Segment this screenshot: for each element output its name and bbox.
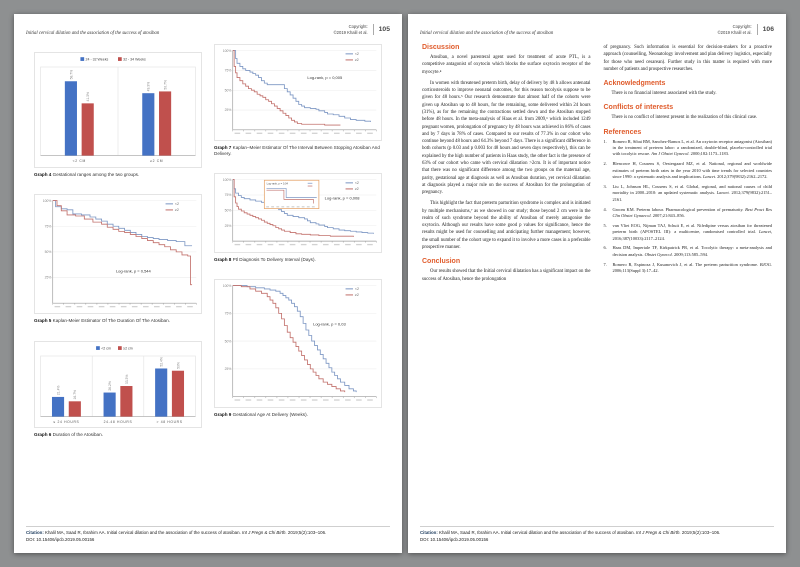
graph7-block (214, 44, 382, 167)
citation-footer (420, 526, 774, 544)
page-106 (408, 14, 786, 553)
running-title: Initial cervical dilation and the association of the success of atosiban (26, 31, 160, 36)
svg-text:32 - 34 Weeks: 32 - 34 Weeks (123, 57, 146, 62)
svg-text:≥2 CM: ≥2 CM (150, 159, 164, 164)
copyright-block (718, 24, 752, 35)
svg-text:≥2: ≥2 (174, 208, 179, 213)
page-number: 105 (378, 26, 390, 34)
svg-text:<2: <2 (354, 52, 359, 57)
paragraph: Atosiban, a novel parenteral agent used for treatment of acute PTL, is a competitive antagonist of oxytocin which blocks the surface oxytocin receptor of the myocyte.⁴ (422, 55, 591, 75)
paragraph: In women with threatened preterm birth, delay of delivery by 48 h allows antenatal corticosteroids to improve neonatal outcomes, for this reason tocolysis suppose to be given for 48 hours.⁵ Our research demonstrate that almost half of the cohorts were given up Atosiban up to 48 hours, for the remaining, some delivered within 24 hours (31%), as for the remaining the contractions settled down and the Atosiban stopped before 48 hours. In the meta-analysis of Haas et al. from 2009,⁶ which included 1249 pregnant women, prolongation of pregnancy by 48 hours was achieved in 86% of cases and by 7 days in 78% of cases. Compared to our results of 77.3% in our cohort who continue beyond 48 hours and 64.3% beyond 7 days. There is a significant difference in both cohorts (p 0.03 and p 0.003 for 48 hours and seven days respectively), this can be explained by the high number of patients in Haas study, the other fact is the presence of 63% of our cohort who came with cervical dilatation >2cm. It is of important notice that there was no significant difference among the two groups on the maternal age, parity, gestational age at diagnosis as well as Atosiban duration, yet cervical dilatation at diagnosis played a major rule on the success of Atosiban for the prolongation of pregnancy. (422, 80, 591, 196)
svg-text:26.2%: 26.2% (108, 380, 113, 391)
svg-text:<2 CM: <2 CM (72, 159, 86, 164)
reference-item (604, 262, 773, 275)
citation-text: Khalil MA, Saad R, Ibrahim AA. Initial cervical dilation and the association of the success of atosiban. (45, 530, 241, 536)
svg-text:50%: 50% (224, 339, 232, 344)
svg-text:50%: 50% (176, 361, 181, 369)
reference-text: Groom KM. Preterm labour. Pharmacological prevention of prematurity. Best Pract Res Clin Obstet Gynaecol. 2007;21:843–856. (612, 206, 772, 218)
svg-text:≥2 cm: ≥2 cm (123, 346, 133, 351)
svg-text:100%: 100% (222, 178, 232, 183)
citation-journal: Int J Pregn & Chi Birth. (636, 530, 681, 536)
svg-text:33.3%: 33.3% (124, 374, 129, 384)
svg-text:50%: 50% (44, 250, 52, 255)
svg-text:24 - 32 Weeks: 24 - 32 Weeks (85, 57, 109, 62)
header-divider (757, 24, 758, 35)
caption-graph5: Graph 5 Kaplan-Meier Estimator Of The Duration Of The Atosiban. (34, 318, 170, 324)
svg-text:Log-rank, p = 0,544: Log-rank, p = 0,544 (115, 268, 151, 274)
copyright-holder: ©2019 Khalil et al. (333, 29, 368, 35)
svg-text:Log-rank, p = 0,03: Log-rank, p = 0,03 (313, 321, 346, 327)
svg-text:41.3%: 41.3% (86, 92, 91, 102)
svg-text:≥2: ≥2 (354, 58, 359, 63)
caption-graph9: Graph 9 Gestational Age At Delivery (Weeks). (214, 411, 308, 417)
reference-item (604, 223, 773, 242)
graph8-block (214, 173, 382, 273)
svg-text:75%: 75% (224, 68, 232, 73)
citation-pages: 2019;5(2):103–106. (287, 530, 327, 536)
copyright-label: Copyright: (348, 24, 368, 29)
reference-text: Liu L, Johnson HL, Cousens S, et al. Global, regional, and national causes of child mortality in 2000–2010: an updated systematic analysis. Lancet. 2012;379(9832):2151–2161. (612, 183, 772, 202)
chart-graph6-duration-bars (34, 341, 202, 429)
text-column-left (422, 44, 591, 287)
chart-graph4-gestational-ranges (34, 52, 202, 168)
svg-text:≤ 24 HOURS: ≤ 24 HOURS (53, 419, 80, 424)
citation-text: Khalil MA, Saad R, Ibrahim AA. Initial cervical dilation and the association of the success of atosiban. (439, 530, 635, 536)
paragraph: This highlight the fact that preterm parturition syndrome is complex and is initiated by multiple mechanisms,⁷ as we showed in our study; those beyond 2 cm were in the realm of such syndrome beyond the ability of Atosiban of merely antagonise the oxytocin. Although our results have some good p values for significance, hence the results might be used for counselling and anticipating further management; however, the small number of the cohort urge to expand it to involve a more cases in a preferable prospective manner. (422, 201, 591, 251)
acknowledgments-paragraph: There is no financial interest associated with the study. (611, 91, 717, 97)
citation-journal: Int J Pregn & Chi Birth. (242, 530, 287, 536)
reference-number: 3. (603, 183, 607, 189)
svg-text:75%: 75% (44, 224, 52, 229)
reference-text: Romero R, Espinoza J, Kusanovich J, et al. The preterm parturition syndrome. BJOG. 2006;113(Suppl 3):17–42. (612, 261, 772, 274)
svg-text:50.7%: 50.7% (163, 80, 168, 90)
copyright-block (334, 24, 368, 35)
svg-text:≥2: ≥2 (354, 187, 359, 192)
svg-text:<2: <2 (354, 181, 359, 186)
svg-text:100%: 100% (222, 283, 232, 288)
reference-number: 4. (603, 206, 607, 212)
chart-graph8-km-ptl-delivery (214, 173, 382, 252)
charts-body (26, 44, 390, 455)
discussion-paragraphs (422, 54, 591, 251)
section-heading-references: References (603, 128, 642, 136)
reference-number: 5. (603, 222, 607, 228)
charts-column-right (214, 44, 382, 455)
citation-label: Citation: (26, 530, 44, 536)
citation-line (420, 530, 774, 537)
svg-text:<2 cm: <2 cm (101, 346, 111, 351)
graph6-block (34, 341, 202, 449)
svg-text:Log-rank, p = 0,04: Log-rank, p = 0,04 (266, 182, 288, 186)
svg-text:> 48 HOURS: > 48 HOURS (156, 419, 183, 424)
citation-line (26, 530, 390, 537)
page-header (26, 24, 390, 36)
caption-graph4: Graph 4 Gestational ranges among the two groups. (34, 171, 140, 177)
reference-text: Blencowe H, Cousens S, Oestergaard MZ, et al. National, regional and worldwide estimates of preterm birth rates in the year 2010 with time trends for selected countries since 1990: a systematic analysis and implications. Lancet. 2012;379(9832):2162–2172. (612, 161, 772, 180)
conclusion-paragraph: Our results showed that the Initial cervical dilatation has a significant impact on the success of Atosiban, hence the prolongation (422, 269, 591, 282)
chart-graph9-km-gestational-age (214, 279, 382, 408)
section-heading-conflicts: Conflicts of interests (603, 104, 674, 112)
svg-text:75%: 75% (224, 311, 232, 316)
citation-label: Citation: (420, 530, 438, 536)
reference-item (604, 184, 773, 203)
svg-text:52.4%: 52.4% (159, 356, 164, 367)
page-number: 106 (762, 26, 774, 34)
section-heading-discussion: Discussion (422, 44, 460, 51)
reference-item (604, 207, 773, 220)
reference-item (604, 139, 773, 158)
copyright-holder: ©2019 Khalil et al. (717, 29, 752, 35)
conflicts-paragraph: There is no conflict of interest present in the realization of this clinical case. (611, 115, 758, 121)
reference-number: 6. (603, 245, 607, 251)
page-105 (14, 14, 402, 553)
svg-text:Log-rank, p = 0,005: Log-rank, p = 0,005 (307, 75, 343, 81)
svg-text:25%: 25% (224, 367, 232, 372)
reference-text: Haas DM, Imperiale TF, Kirkpatrick PR, et al. Tocolytic therapy: a meta-analysis and decision analysis. Obstet Gynecol. 2009;113:585–594. (612, 245, 772, 257)
text-column-right (604, 44, 773, 287)
caption-graph8: Graph 8 Ptl Diagnosis To Delivery Interval (Days). (214, 256, 316, 262)
svg-text:24-48 HOURS: 24-48 HOURS (103, 419, 133, 424)
graph9-block (214, 279, 382, 428)
reference-number: 1. (603, 138, 607, 144)
svg-text:49.3%: 49.3% (146, 81, 151, 92)
running-title: Initial cervical dilation and the association of the success of atosiban (420, 31, 554, 36)
svg-text:75%: 75% (224, 193, 232, 198)
reference-text: van Vliet EOG, Nijman TAJ, Schuit E, et al. Nifedipine versus atosiban for threatened preterm birth (APOSTEL III): a multicentre, randomised controlled trial. Lancet, 2016;387(10033):2117–2124. (612, 222, 772, 241)
svg-text:25%: 25% (44, 275, 52, 280)
svg-text:<2: <2 (174, 202, 179, 207)
svg-text:25%: 25% (224, 108, 232, 113)
doi-text: DOI: 10.15406/ipcb.2019.05.00156 (420, 537, 489, 543)
header-divider (373, 24, 374, 35)
header-right (334, 24, 390, 35)
graph4-block (34, 52, 202, 188)
reference-text: Romero R, Sibai BM, Sanchez-Ramos L, et al. An oxytocin receptor antagonist (Atosiban) in the treatment of preterm labor: a randomized, double-blind, placebo-controlled trial with tocolytic rescue. Am J Obstet Gynecol. 2000;182:1173–1183. (612, 138, 772, 157)
header-right (718, 24, 774, 35)
graph5-block (34, 194, 202, 335)
svg-text:100%: 100% (42, 198, 52, 203)
reference-number: 7. (603, 261, 607, 267)
reference-item (604, 161, 773, 180)
caption-graph6: Graph 6 Duration of the Atosiban. (34, 432, 103, 438)
svg-text:58.7%: 58.7% (69, 69, 74, 80)
svg-text:100%: 100% (222, 48, 232, 53)
text-body (420, 44, 774, 287)
svg-text:Log-rank, p = 0,008: Log-rank, p = 0,008 (324, 195, 360, 201)
reference-number: 2. (603, 161, 607, 167)
chart-graph5-km-duration (34, 194, 202, 314)
svg-text:21.4%: 21.4% (56, 385, 61, 395)
svg-text:50%: 50% (224, 209, 232, 214)
section-heading-acknowledgments: Acknowledgments (603, 80, 666, 88)
copyright-label: Copyright: (732, 24, 752, 29)
chart-graph7-km-stopping-delivery (214, 44, 382, 141)
doi-text: DOI: 10.15406/ipcb.2019.05.00156 (26, 537, 95, 543)
svg-text:≥2: ≥2 (354, 293, 359, 298)
svg-text:50%: 50% (224, 88, 232, 93)
svg-text:<2: <2 (354, 287, 359, 292)
references-list (604, 139, 773, 275)
charts-column-left (34, 52, 202, 455)
section-heading-conclusion: Conclusion (422, 258, 461, 266)
caption-graph7: Graph 7 Kaplan–Meier Estimator Of The Interval Between Stopping Atosiban And Delivery. (214, 145, 380, 157)
page-header (420, 24, 774, 36)
conclusion-continuation: of pregnancy. Such information is essential for decision-makers for a proactive approach (counselling, Neonatology involvement and plan delivery logistics, especially for those who need cesarean). Further study in this matter is required with more number of patients and prospective researches. (603, 45, 772, 72)
citation-footer (26, 526, 390, 544)
svg-text:16.7%: 16.7% (73, 389, 78, 400)
svg-text:25%: 25% (224, 224, 232, 229)
citation-pages: 2019;5(2):103–106. (681, 530, 721, 536)
reference-item (604, 245, 773, 258)
